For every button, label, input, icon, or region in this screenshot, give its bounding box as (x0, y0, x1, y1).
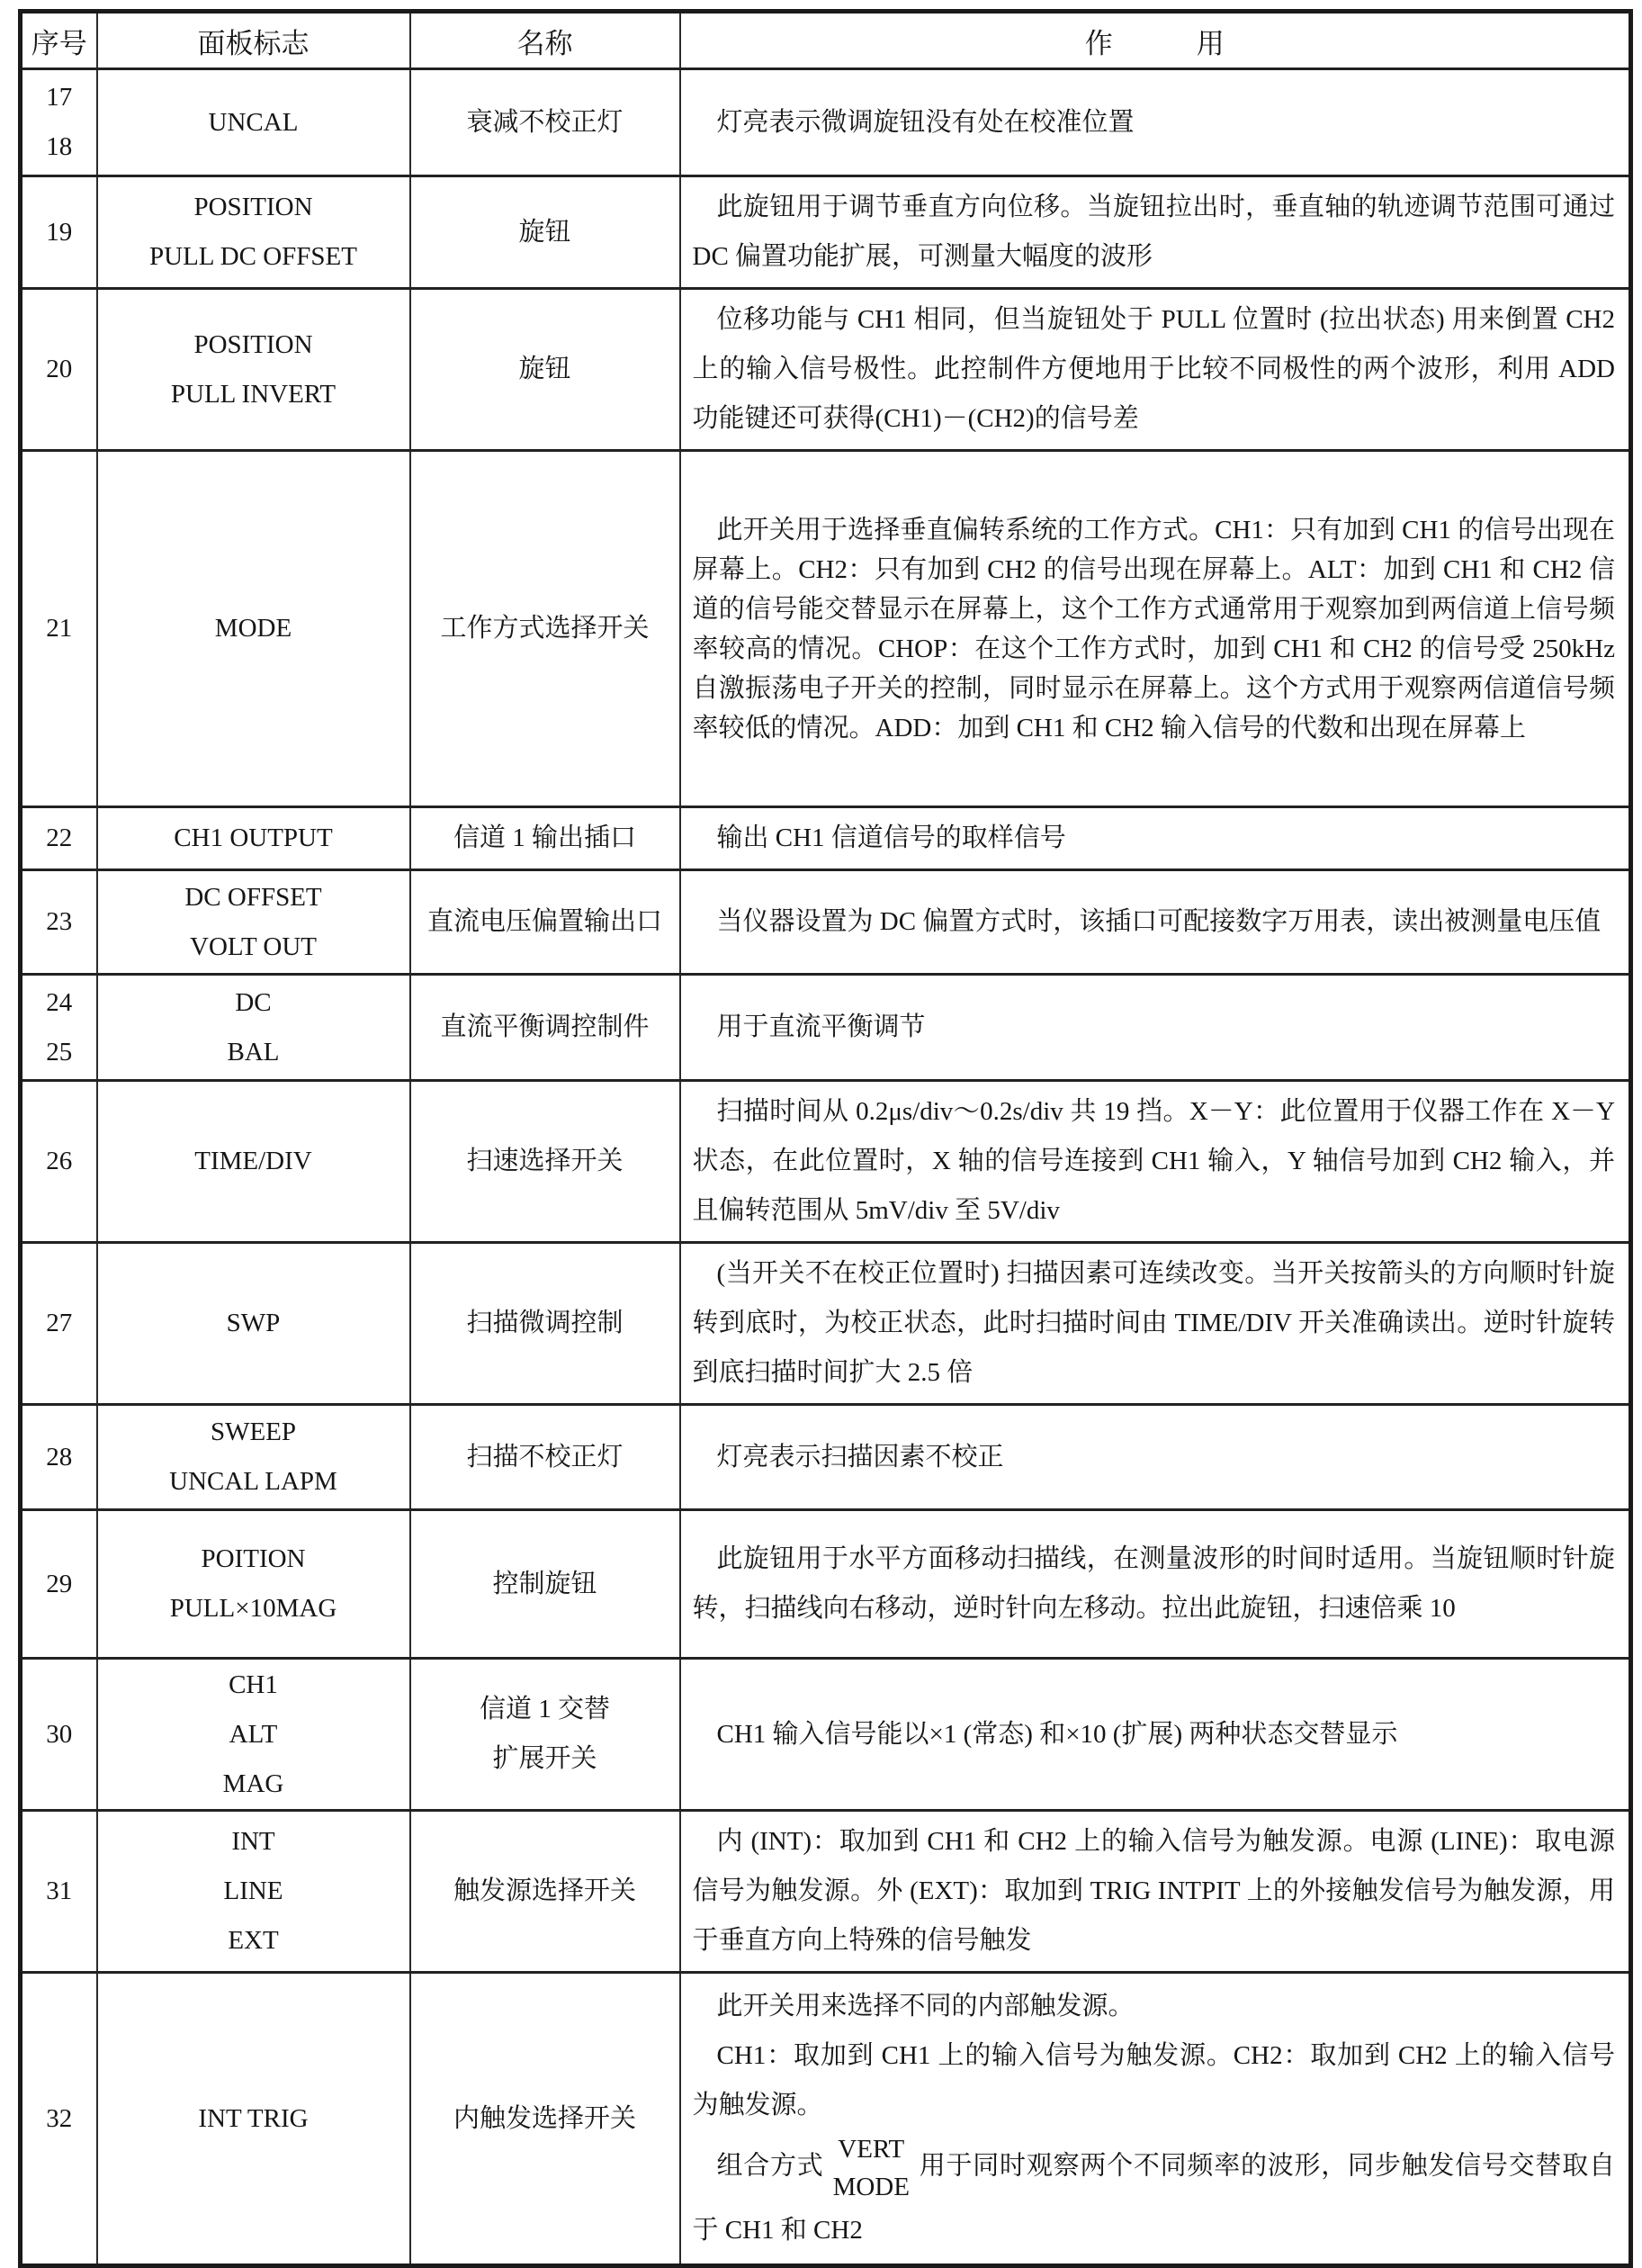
panel-label-cell-line: UNCAL LAPM (169, 1467, 337, 1496)
serial-cell (21, 870, 97, 975)
header-serial: 序号 (21, 12, 97, 69)
name-cell (410, 870, 680, 975)
header-row (21, 12, 1631, 69)
serial-cell-line: 17 (46, 83, 73, 112)
table-body (21, 69, 1631, 2266)
text-segment: 灯亮表示微调旋钮没有处在校准位置 (716, 107, 1135, 137)
serial-cell-line: 22 (46, 824, 73, 852)
name-cell-line: 扩展开关 (492, 1744, 597, 1773)
function-cell (680, 69, 1631, 176)
serial-cell (21, 451, 97, 807)
table-row (21, 807, 1631, 870)
function-paragraph (693, 2031, 1616, 2130)
text-segment: CH1 输入信号能以×1 (常态) 和×10 (扩展) 两种状态交替显示 (716, 1719, 1398, 1749)
text-segment: 此旋钮用于水平方面移动扫描线，在测量波形的时间时适用。当旋钮顺时针旋转，扫描线向右移动，逆时针向左移动。拉出此旋钮，扫速倍乘 10 (692, 1544, 1615, 1623)
serial-cell (21, 69, 97, 176)
panel-label-cell (97, 69, 410, 176)
function-paragraph (693, 814, 1616, 863)
function-paragraph (693, 1982, 1616, 2031)
serial-cell (21, 1659, 97, 1811)
panel-label-cell-line: POSITION (193, 329, 313, 359)
serial-cell-line: 27 (46, 1309, 73, 1337)
panel-label-cell (97, 1811, 410, 1973)
function-paragraph (693, 1087, 1616, 1236)
text-segment: 用于直流平衡调节 (716, 1012, 926, 1041)
panel-label-cell-line: PULL DC OFFSET (149, 242, 357, 271)
name-cell-line: 信道 1 交替 (479, 1695, 610, 1724)
name-cell-line: 触发源选择开关 (453, 1876, 636, 1905)
header-name: 名称 (410, 12, 680, 69)
function-paragraph (693, 183, 1616, 282)
function-cell (680, 1081, 1631, 1243)
name-cell (410, 69, 680, 176)
serial-cell-line: 26 (46, 1147, 73, 1175)
function-paragraph (693, 295, 1616, 444)
panel-label-cell-line: PULL×10MAG (169, 1594, 337, 1623)
panel-label-cell-line: VOLT OUT (190, 932, 317, 961)
function-cell (680, 870, 1631, 975)
text-segment: 此旋钮用于调节垂直方向位移。当旋钮拉出时，垂直轴的轨迹调节范围可通过 DC 偏置功能扩展，可测量大幅度的波形 (692, 193, 1615, 271)
panel-label-cell-line: SWP (226, 1309, 281, 1337)
text-segment: 扫描时间从 0.2μs/div～0.2s/div 共 19 挡。X－Y：此位置用于仪器工作在 X－Y 状态，在此位置时，X 轴的信号连接到 CH1 输入，Y 轴信号加到 CH2 输入，并且偏转范围从 5mV/div 至 5V/div (692, 1097, 1615, 1225)
table-row (21, 1811, 1631, 1973)
name-cell (410, 1811, 680, 1973)
panel-label-cell-line: CH1 (229, 1670, 278, 1699)
serial-cell-line: 20 (46, 355, 73, 383)
name-cell (410, 176, 680, 289)
table-row (21, 451, 1631, 807)
function-paragraph (693, 98, 1616, 148)
serial-cell-line: 23 (46, 907, 73, 936)
name-cell-line: 工作方式选择开关 (440, 614, 650, 643)
name-cell-line: 直流平衡调控制件 (440, 1012, 650, 1041)
serial-cell-line: 19 (46, 217, 73, 247)
panel-label-cell (97, 807, 410, 870)
panel-label-cell-line: POITION (201, 1544, 306, 1573)
panel-label-cell-line: ALT (229, 1719, 278, 1749)
table-header (21, 12, 1631, 69)
serial-cell-line: 29 (46, 1569, 73, 1598)
panel-label-cell-line: DC (235, 987, 272, 1017)
panel-label-cell-line: SWEEP (210, 1418, 297, 1446)
text-segment: CH1：取加到 CH1 上的输入信号为触发源。CH2：取加到 CH2 上的输入信号为触发源。 (692, 2041, 1615, 2120)
panel-label-cell-line: INT TRIG (198, 2103, 309, 2133)
serial-cell-line: 18 (46, 132, 73, 161)
table-row (21, 1659, 1631, 1811)
text-segment: 此开关用来选择不同的内部触发源。 (716, 1992, 1135, 2020)
function-paragraph (693, 2130, 1616, 2255)
table-row (21, 1243, 1631, 1405)
text-segment: 输出 CH1 信道信号的取样信号 (716, 824, 1066, 852)
panel-label-cell-line: INT (231, 1827, 275, 1856)
serial-cell (21, 1081, 97, 1243)
name-cell-line: 扫速选择开关 (466, 1147, 624, 1175)
table-row (21, 1405, 1631, 1510)
function-cell (680, 451, 1631, 807)
table-row (21, 1973, 1631, 2266)
panel-label-cell (97, 451, 410, 807)
panel-label-cell-line: CH1 OUTPUT (174, 824, 333, 852)
panel-label-cell-line: DC OFFSET (184, 882, 322, 912)
panel-label-cell (97, 1243, 410, 1405)
function-paragraph (693, 1249, 1616, 1398)
panel-label-cell-line: BAL (227, 1037, 280, 1066)
function-paragraph (693, 1710, 1616, 1760)
name-cell (410, 1081, 680, 1243)
serial-cell-line: 24 (46, 987, 73, 1017)
panel-label-cell (97, 1405, 410, 1510)
name-cell (410, 289, 680, 451)
name-cell (410, 451, 680, 807)
panel-label-cell (97, 1510, 410, 1659)
function-cell (680, 807, 1631, 870)
function-paragraph (693, 1534, 1616, 1634)
function-cell (680, 975, 1631, 1081)
name-cell (410, 975, 680, 1081)
name-cell-line: 旋钮 (518, 217, 571, 247)
function-cell (680, 1405, 1631, 1510)
text-segment: 位移功能与 CH1 相同，但当旋钮处于 PULL 位置时 (拉出状态) 用来倒置 CH2 上的输入信号极性。此控制件方便地用于比较不同极性的两个波形，利用 ADD 功能键还可获得(CH1)－(CH2)的信号差 (692, 305, 1615, 433)
serial-cell (21, 807, 97, 870)
name-cell-line: 控制旋钮 (492, 1569, 597, 1598)
name-cell-line: 直流电压偏置输出口 (426, 907, 662, 936)
panel-label-cell (97, 176, 410, 289)
text-segment: 用于同时观察两个不同频率的波形，同步触发信号交替取自于 CH1 和 CH2 (692, 2151, 1615, 2245)
panel-label-cell (97, 975, 410, 1081)
function-cell (680, 1510, 1631, 1659)
panel-label-cell (97, 1659, 410, 1811)
header-function: 作 用 (680, 12, 1631, 69)
function-paragraph (693, 1003, 1616, 1052)
name-cell-line: 衰减不校正灯 (466, 107, 624, 137)
panel-label-cell-line: PULL INVERT (170, 379, 336, 409)
panel-label-cell (97, 1081, 410, 1243)
name-cell (410, 1510, 680, 1659)
function-paragraph (693, 897, 1616, 947)
panel-label-cell-line: MODE (214, 614, 292, 643)
panel-label-cell-line: EXT (228, 1926, 279, 1955)
function-cell (680, 1659, 1631, 1811)
serial-cell (21, 289, 97, 451)
table-row (21, 870, 1631, 975)
function-paragraph (693, 1817, 1616, 1966)
panel-label-cell-line: POSITION (193, 193, 313, 221)
header-panel-label: 面板标志 (97, 12, 410, 69)
serial-cell-line: 28 (46, 1442, 73, 1472)
serial-cell (21, 1510, 97, 1659)
serial-cell-line: 30 (46, 1719, 73, 1749)
name-cell (410, 1659, 680, 1811)
serial-cell (21, 1973, 97, 2266)
name-cell-line: 扫描不校正灯 (466, 1442, 624, 1472)
name-cell (410, 1243, 680, 1405)
function-paragraph (693, 510, 1616, 748)
name-cell (410, 807, 680, 870)
text-segment: 当仪器设置为 DC 偏置方式时，该插口可配接数字万用表，读出被测量电压值 (716, 907, 1602, 936)
panel-label-cell (97, 870, 410, 975)
table-row (21, 975, 1631, 1081)
stack-line: MODE (832, 2173, 910, 2201)
serial-cell (21, 1243, 97, 1405)
table-row (21, 1510, 1631, 1659)
text-segment: 内 (INT)：取加到 CH1 和 CH2 上的输入信号为触发源。电源 (LINE)：取电源信号为触发源。外 (EXT)：取加到 TRIG INTPIT 上的外接触发信号为触发源，用于垂直方向上特殊的信号触发 (692, 1827, 1615, 1955)
serial-cell-line: 25 (46, 1037, 73, 1066)
name-cell-line: 信道 1 输出插口 (453, 824, 636, 852)
serial-cell-line: 31 (46, 1876, 73, 1905)
vert-mode-stack (833, 2130, 910, 2206)
name-cell (410, 1405, 680, 1510)
table-row (21, 1081, 1631, 1243)
serial-cell (21, 176, 97, 289)
serial-cell-line: 32 (46, 2103, 73, 2133)
panel-label-cell (97, 289, 410, 451)
name-cell-line: 扫描微调控制 (466, 1309, 624, 1337)
serial-cell-line: 21 (46, 614, 73, 643)
function-paragraph (693, 1433, 1616, 1482)
function-cell (680, 1811, 1631, 1973)
serial-cell (21, 1405, 97, 1510)
table-row (21, 176, 1631, 289)
stack-line: VERT (838, 2135, 905, 2164)
text-segment: (当开关不在校正位置时) 扫描因素可连续改变。当开关按箭头的方向顺时针旋转到底时，为校正状态，此时扫描时间由 TIME/DIV 开关准确读出。逆时针旋转到底扫描时间扩大 2.5 倍 (692, 1259, 1615, 1387)
function-cell (680, 1243, 1631, 1405)
text-segment: 此开关用于选择垂直偏转系统的工作方式。CH1：只有加到 CH1 的信号出现在屏幕上。CH2：只有加到 CH2 的信号出现在屏幕上。ALT：加到 CH1 和 CH2 信道的信号能交替显示在屏幕上，这个工作方式通常用于观察加到两信道上信号频率较高的情况。CHOP：在这个工作方式时，加到 CH1 和 CH2 的信号受 250kHz 自激振荡电子开关的控制，同时显示在屏幕上。这个方式用于观察两信道信号频率较低的情况。ADD：加到 CH1 和 CH2 输入信号的代数和出现在屏幕上 (692, 515, 1615, 742)
panel-function-table (18, 9, 1633, 2268)
panel-label-cell-line: LINE (223, 1876, 283, 1905)
panel-label-cell-line: TIME/DIV (194, 1147, 312, 1175)
text-segment: 灯亮表示扫描因素不校正 (716, 1442, 1004, 1472)
name-cell-line: 旋钮 (518, 355, 571, 383)
serial-cell (21, 1811, 97, 1973)
function-cell (680, 176, 1631, 289)
function-cell (680, 289, 1631, 451)
panel-label-cell-line: UNCAL (208, 107, 299, 137)
table-row (21, 289, 1631, 451)
table-row (21, 69, 1631, 176)
panel-label-cell (97, 1973, 410, 2266)
name-cell (410, 1973, 680, 2266)
text-segment: 组合方式 (716, 2151, 824, 2181)
serial-cell (21, 975, 97, 1081)
panel-label-cell-line: MAG (222, 1768, 284, 1798)
name-cell-line: 内触发选择开关 (453, 2103, 636, 2133)
function-cell (680, 1973, 1631, 2266)
